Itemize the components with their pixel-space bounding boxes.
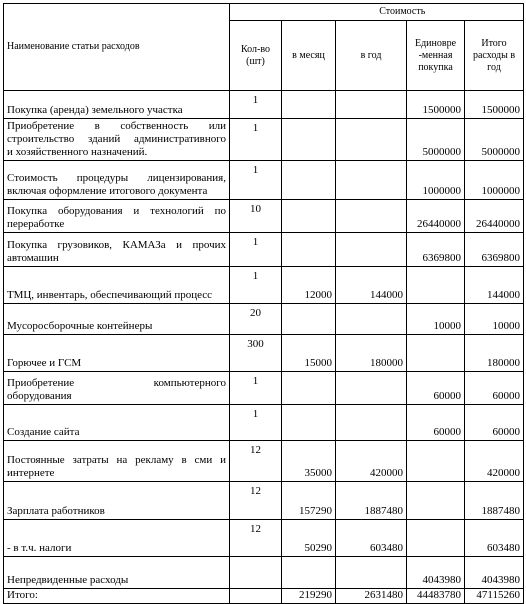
header-name-label: Наименование статьи расходов [7,41,140,52]
row-name-cell [4,372,230,405]
row-qty-cell: 1 [230,372,282,405]
header-year-cell [336,21,407,91]
row-name-line: автомашин [7,252,59,264]
table-row [4,557,524,589]
row-year-cell: 603480 [336,520,407,557]
header-once-line2: -менная [418,49,453,61]
row-once-cell: 4043980 [407,557,465,589]
row-name-line: Покупка грузовиков, КАМАЗа и прочих [7,239,226,251]
row-year-cell [336,91,407,119]
table-row [4,119,524,161]
cost-table-page [3,3,523,604]
row-once-cell: 5000000 [407,119,465,161]
header-cost-label: Стоимость [379,6,426,17]
row-total-cell: 603480 [465,520,524,557]
row-qty-cell [230,557,282,589]
row-name-line: Горючее и ГСМ [7,357,82,369]
row-name-line: Постоянные затраты на рекламу в сми и [7,454,226,466]
row-qty-cell: 1 [230,233,282,267]
row-name-line: Создание сайта [7,426,80,438]
row-total-cell: 420000 [465,441,524,482]
row-once-cell: 10000 [407,304,465,335]
row-once-cell: 60000 [407,372,465,405]
row-name-line: - в т.ч. налоги [7,542,72,554]
header-row-top [4,4,524,21]
row-name-line: интернете [7,467,55,479]
row-name-line: Стоимость процедуры лицензирования, [7,172,226,184]
totals-total: 47115260 [465,589,524,604]
row-qty-cell: 1 [230,119,282,161]
row-total-cell: 60000 [465,405,524,441]
table-row [4,267,524,304]
header-once-line1: Единовре [414,37,457,49]
row-qty-cell: 300 [230,335,282,372]
row-name-line: оборудования [7,390,72,402]
row-name-cell [4,267,230,304]
row-year-cell [336,200,407,233]
row-name-line: переработке [7,218,65,230]
row-total-cell: 60000 [465,372,524,405]
row-once-cell [407,267,465,304]
row-year-cell: 1887480 [336,482,407,520]
table-row [4,161,524,200]
row-year-cell [336,233,407,267]
row-name-line: Покупка (аренда) земельного участка [7,104,183,116]
header-once-line3: покупка [418,61,453,73]
row-month-cell: 35000 [282,441,336,482]
row-once-cell: 1500000 [407,91,465,119]
table-row [4,304,524,335]
table-row [4,91,524,119]
row-total-cell: 1500000 [465,91,524,119]
row-month-cell [282,91,336,119]
row-total-cell: 180000 [465,335,524,372]
row-once-cell [407,520,465,557]
expense-table [3,3,524,604]
totals-row [4,589,524,604]
table-row [4,520,524,557]
table-row [4,200,524,233]
row-month-cell [282,304,336,335]
row-total-cell: 10000 [465,304,524,335]
row-total-cell: 5000000 [465,119,524,161]
row-name-cell [4,233,230,267]
row-month-cell [282,372,336,405]
row-qty-cell: 12 [230,441,282,482]
row-year-cell: 180000 [336,335,407,372]
expense-rows [4,91,524,589]
row-name-line: строительство зданий административного [7,133,226,145]
row-name-line: Непредвиденные расходы [7,574,129,586]
row-month-cell: 157290 [282,482,336,520]
header-total-line1: Итого [481,37,507,49]
row-month-cell: 12000 [282,267,336,304]
row-name-line: включая оформление итогового документа [7,185,208,197]
row-year-cell: 420000 [336,441,407,482]
row-name-line: Приобретение компьютерного [7,377,226,389]
row-once-cell: 26440000 [407,200,465,233]
header-qty-line1: Кол-во [240,43,270,55]
row-total-cell: 4043980 [465,557,524,589]
table-row [4,405,524,441]
row-year-cell [336,372,407,405]
row-once-cell [407,335,465,372]
row-name-cell [4,304,230,335]
row-month-cell [282,161,336,200]
row-once-cell: 1000000 [407,161,465,200]
row-qty-cell: 1 [230,405,282,441]
row-name-cell [4,119,230,161]
header-name-cell [4,4,230,91]
row-name-cell [4,557,230,589]
table-row [4,335,524,372]
header-month-cell [282,21,336,91]
row-year-cell [336,161,407,200]
row-total-cell: 144000 [465,267,524,304]
header-total-cell [465,21,524,91]
header-blank-cell [230,4,282,21]
table-row [4,372,524,405]
row-once-cell: 60000 [407,405,465,441]
header-month-label: в месяц [292,49,325,61]
row-total-cell: 26440000 [465,200,524,233]
row-once-cell [407,482,465,520]
table-row [4,482,524,520]
row-year-cell [336,405,407,441]
row-total-cell: 1000000 [465,161,524,200]
row-name-line: Мусоросборочные контейнеры [7,320,153,332]
row-qty-cell: 1 [230,161,282,200]
header-year-label: в год [360,49,382,61]
row-month-cell [282,233,336,267]
row-name-cell [4,520,230,557]
row-month-cell: 50290 [282,520,336,557]
row-name-line: и хозяйственного назначений. [7,146,148,158]
row-name-cell [4,441,230,482]
row-name-cell [4,91,230,119]
row-qty-cell: 12 [230,520,282,557]
table-row [4,233,524,267]
row-month-cell [282,119,336,161]
header-total-line3: год [487,61,501,73]
row-once-cell: 6369800 [407,233,465,267]
row-name-cell [4,200,230,233]
row-name-cell [4,482,230,520]
row-qty-cell: 10 [230,200,282,233]
row-name-line: ТМЦ, инвентарь, обеспечивающий процесс [7,289,213,301]
row-year-cell: 144000 [336,267,407,304]
row-month-cell [282,200,336,233]
header-qty-cell [230,21,282,91]
row-once-cell [407,441,465,482]
row-month-cell [282,405,336,441]
row-month-cell: 15000 [282,335,336,372]
header-cost-group [282,4,524,21]
row-qty-cell: 20 [230,304,282,335]
row-name-line: Зарплата работников [7,505,105,517]
row-total-cell: 1887480 [465,482,524,520]
row-qty-cell: 1 [230,267,282,304]
row-year-cell [336,557,407,589]
row-name-line: Приобретение в собственность или [7,120,226,132]
row-qty-cell: 12 [230,482,282,520]
row-name-cell [4,161,230,200]
totals-qty [230,589,282,604]
header-total-line2: расходы в [472,49,516,61]
row-name-cell [4,405,230,441]
totals-month: 219290 [282,589,336,604]
row-name-line: Покупка оборудования и технологий по [7,205,226,217]
table-row [4,441,524,482]
totals-once: 44483780 [407,589,465,604]
row-year-cell [336,119,407,161]
row-year-cell [336,304,407,335]
totals-label: Итого: [4,589,230,604]
row-month-cell [282,557,336,589]
header-qty-line2: (шт) [246,55,265,67]
row-name-cell [4,335,230,372]
header-once-cell [407,21,465,91]
row-total-cell: 6369800 [465,233,524,267]
row-qty-cell: 1 [230,91,282,119]
totals-year: 2631480 [336,589,407,604]
